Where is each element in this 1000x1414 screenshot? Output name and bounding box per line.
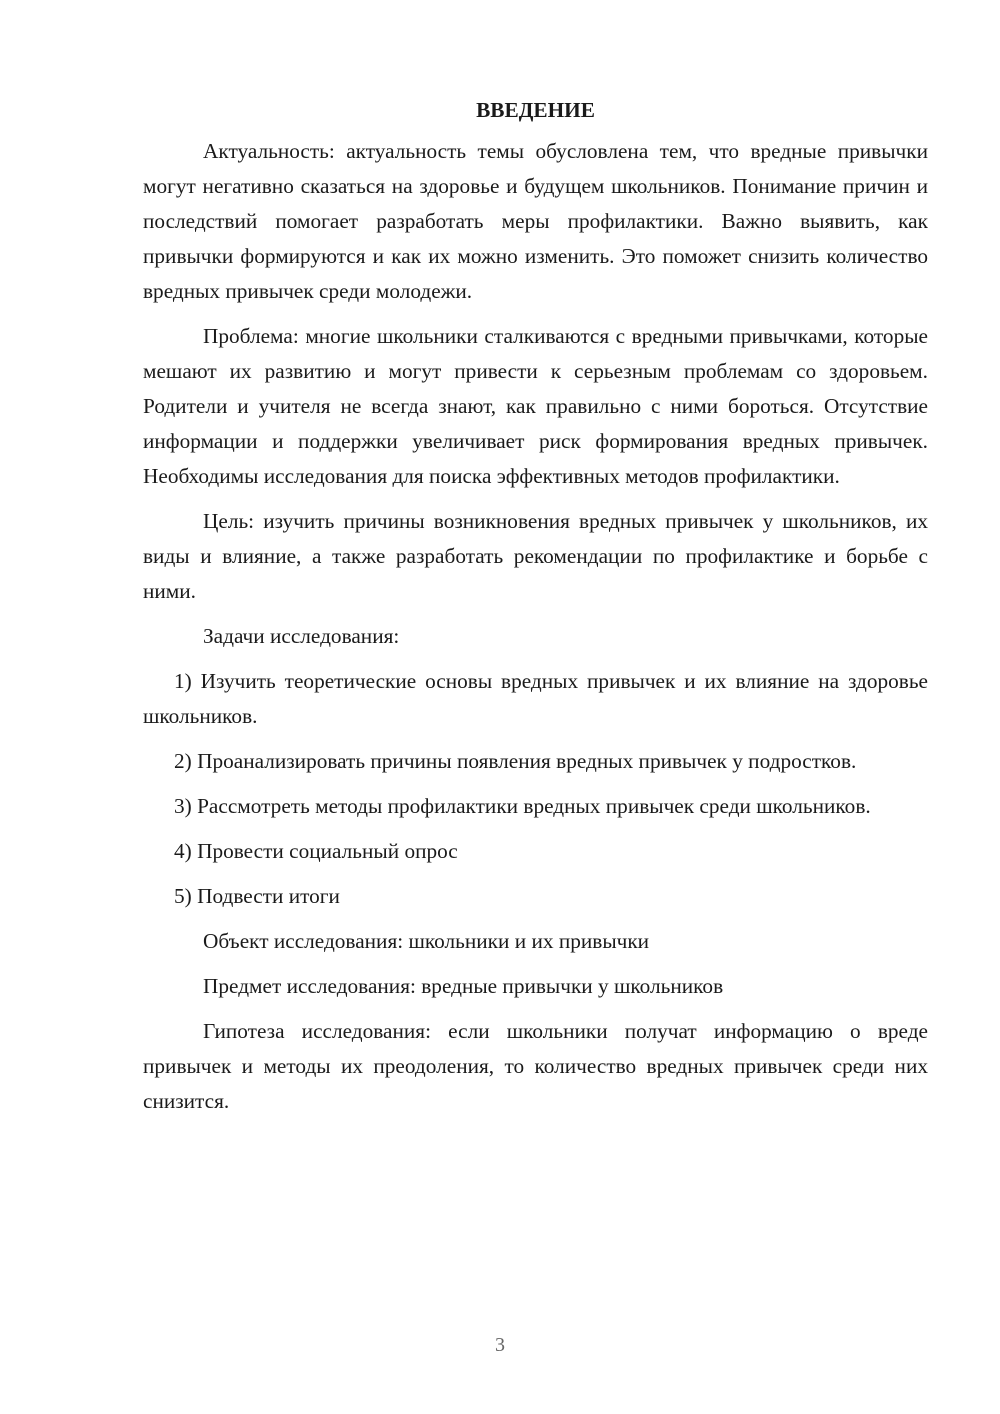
paragraph-hypothesis: Гипотеза исследования: если школьники получат информацию о вреде привычек и методы их преодоления, то количество вредных привычек среди них снизится. — [143, 1019, 928, 1113]
paragraph-tasks-intro: Задачи исследования: — [203, 624, 400, 648]
paragraph-research-object: Объект исследования: школьники и их привычки — [203, 929, 650, 953]
task-item-2: 2) Проанализировать причины появления вредных привычек у подростков. — [174, 749, 857, 773]
document-body — [143, 93, 928, 1129]
paragraph-problem: Проблема: многие школьники сталкиваются с вредными привычками, которые мешают их развитию и могут привести к серьезным проблемам со здоровьем. Родители и учителя не всегда знают, как правильно с ними бороться. Отсутствие информации и поддержки увеличивает риск формирования вредных привычек. Необходимы исследования для поиска эффективных методов профилактики. — [143, 324, 928, 488]
task-item-3: 3) Рассмотреть методы профилактики вредных привычек среди школьников. — [174, 794, 871, 818]
task-item-1: 1) Изучить теоретические основы вредных привычек и их влияние на здоровье школьников. — [143, 669, 928, 728]
paragraph-relevance: Актуальность: актуальность темы обусловлена тем, что вредные привычки могут негативно сказаться на здоровье и будущем школьников. Понимание причин и последствий помогает разработать меры профилактики. Важно выявить, как привычки формируются и как их можно изменить. Это поможет снизить количество вредных привычек среди молодежи. — [143, 139, 928, 303]
task-item-5: 5) Подвести итоги — [174, 884, 340, 908]
paragraph-goal: Цель: изучить причины возникновения вредных привычек у школьников, их виды и влияние, а также разработать рекомендации по профилактике и борьбе с ними. — [143, 509, 928, 603]
paragraph-research-subject: Предмет исследования: вредные привычки у школьников — [203, 974, 724, 998]
page-number: 3 — [495, 1334, 505, 1356]
task-item-4: 4) Провести социальный опрос — [174, 839, 458, 863]
section-heading: ВВЕДЕНИЕ — [476, 98, 595, 122]
